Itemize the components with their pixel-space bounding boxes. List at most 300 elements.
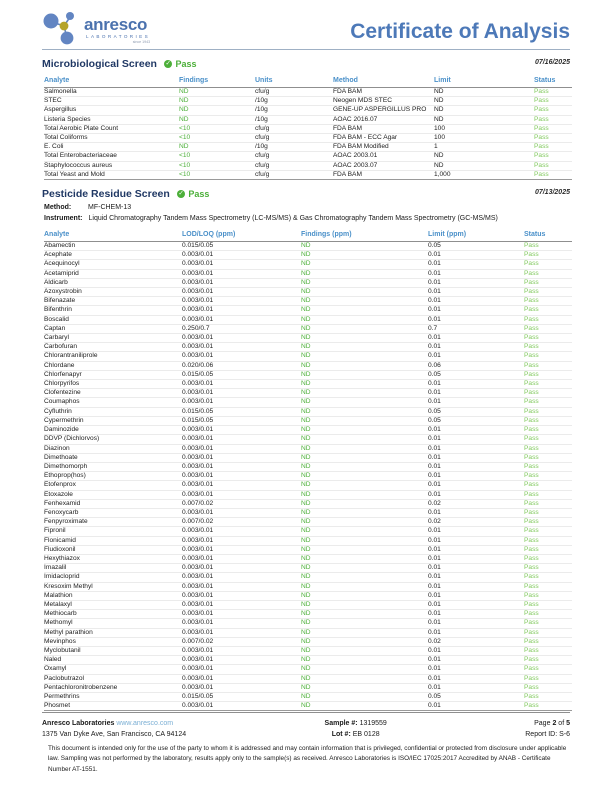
analyte-cell: Total Coliforms — [44, 134, 179, 143]
analyte-cell: Abamectin — [44, 242, 182, 251]
method-label: Method: — [44, 204, 72, 212]
table-row — [44, 637, 572, 646]
findings-cell: ND — [301, 490, 428, 499]
table-row — [44, 288, 572, 297]
analyte-cell: Diazinon — [44, 444, 182, 453]
findings-cell: ND — [301, 683, 428, 692]
lod-loq-cell: 0.003/0.01 — [182, 426, 301, 435]
table-row — [44, 161, 572, 170]
analyte-cell: Mevinphos — [44, 637, 182, 646]
limit-cell: 0.01 — [428, 288, 524, 297]
analyte-cell: Fludioxonil — [44, 545, 182, 554]
analyte-cell: STEC — [44, 97, 179, 106]
analyte-cell: Acetamiprid — [44, 269, 182, 278]
table-row — [44, 88, 572, 97]
findings-cell: ND — [301, 389, 428, 398]
status-cell: Pass — [524, 683, 572, 692]
analyte-cell: Pentachloronitrobenzene — [44, 683, 182, 692]
findings-cell: ND — [301, 536, 428, 545]
method-line — [44, 204, 570, 211]
method-cell: Neogen MDS STEC — [333, 97, 434, 106]
lod-loq-cell: 0.250/0.7 — [182, 324, 301, 333]
analyte-cell: Cypermethrin — [44, 416, 182, 425]
lod-loq-cell: 0.003/0.01 — [182, 702, 301, 711]
lod-loq-cell: 0.003/0.01 — [182, 472, 301, 481]
findings-cell: ND — [301, 334, 428, 343]
col-limit: Limit — [434, 75, 534, 88]
status-cell: Pass — [524, 656, 572, 665]
lod-loq-cell: 0.003/0.01 — [182, 582, 301, 591]
status-cell: Pass — [524, 619, 572, 628]
lod-loq-cell: 0.015/0.05 — [182, 416, 301, 425]
pesticide-section — [42, 188, 570, 711]
findings-cell: ND — [301, 407, 428, 416]
analyte-cell: Aldicarb — [44, 278, 182, 287]
lod-loq-cell: 0.003/0.01 — [182, 610, 301, 619]
analyte-cell: Chlordane — [44, 361, 182, 370]
table-body — [44, 242, 572, 711]
pass-label: Pass — [175, 59, 197, 69]
company-address: 1375 Van Dyke Ave, San Francisco, CA 94124 — [42, 730, 187, 738]
table-row — [44, 472, 572, 481]
table-row — [44, 242, 572, 251]
lod-loq-cell: 0.003/0.01 — [182, 545, 301, 554]
lot-label: Lot #: — [331, 730, 351, 738]
pass-label: Pass — [188, 189, 210, 200]
limit-cell: 0.01 — [428, 435, 524, 444]
lod-loq-cell: 0.015/0.05 — [182, 692, 301, 701]
table-body — [44, 88, 572, 180]
analyte-cell: Bifenazate — [44, 297, 182, 306]
lod-loq-cell: 0.015/0.05 — [182, 370, 301, 379]
lod-loq-cell: 0.003/0.01 — [182, 260, 301, 269]
analyte-cell: Imazalil — [44, 564, 182, 573]
limit-cell: 0.02 — [428, 637, 524, 646]
findings-cell: ND — [301, 702, 428, 711]
status-cell: Pass — [524, 361, 572, 370]
lod-loq-cell: 0.003/0.01 — [182, 656, 301, 665]
findings-cell: ND — [301, 297, 428, 306]
findings-cell: ND — [301, 637, 428, 646]
lod-loq-cell: 0.003/0.01 — [182, 453, 301, 462]
findings-cell: ND — [301, 481, 428, 490]
findings-cell: ND — [301, 499, 428, 508]
analyte-cell: Fenhexamid — [44, 499, 182, 508]
limit-cell: 0.01 — [428, 269, 524, 278]
analyte-cell: Azoxystrobin — [44, 288, 182, 297]
limit-cell: 1 — [434, 143, 534, 152]
lod-loq-cell: 0.003/0.01 — [182, 674, 301, 683]
table-row — [44, 582, 572, 591]
limit-cell: 0.01 — [428, 453, 524, 462]
findings-cell: <10 — [179, 134, 255, 143]
limit-cell: 0.01 — [428, 508, 524, 517]
lod-loq-cell: 0.003/0.01 — [182, 646, 301, 655]
limit-cell: 0.01 — [428, 573, 524, 582]
analyte-cell: Methiocarb — [44, 610, 182, 619]
table-row — [44, 324, 572, 333]
limit-cell: 0.06 — [428, 361, 524, 370]
anresco-logo — [42, 10, 150, 46]
findings-cell: ND — [301, 462, 428, 471]
lod-loq-cell: 0.003/0.01 — [182, 564, 301, 573]
analyte-cell: Methomyl — [44, 619, 182, 628]
analyte-cell: Oxamyl — [44, 665, 182, 674]
col-status: Status — [524, 229, 572, 242]
sample-value: 1319559 — [359, 720, 387, 727]
pesticide-table — [44, 229, 572, 711]
analyte-cell: Chlorantraniliprole — [44, 352, 182, 361]
col-units: Units — [255, 75, 333, 88]
analyte-cell: Total Aerobic Plate Count — [44, 124, 179, 133]
status-cell: Pass — [524, 288, 572, 297]
status-cell: Pass — [534, 88, 572, 97]
method-cell: GENE-UP ASPERGILLUS PRO — [333, 106, 434, 115]
findings-cell: ND — [301, 444, 428, 453]
limit-cell: 0.01 — [428, 426, 524, 435]
status-cell: Pass — [534, 124, 572, 133]
analyte-cell: Chlorfenapyr — [44, 370, 182, 379]
status-cell: Pass — [524, 573, 572, 582]
limit-cell: 0.01 — [428, 490, 524, 499]
analyte-cell: Acephate — [44, 251, 182, 260]
limit-cell: 0.01 — [428, 306, 524, 315]
lod-loq-cell: 0.003/0.01 — [182, 288, 301, 297]
status-cell: Pass — [524, 518, 572, 527]
limit-cell: 0.01 — [428, 472, 524, 481]
findings-cell: ND — [301, 665, 428, 674]
status-cell: Pass — [524, 472, 572, 481]
page-number: 2 — [552, 720, 557, 727]
analyte-cell: E. Coli — [44, 143, 179, 152]
findings-cell: ND — [301, 582, 428, 591]
findings-cell: ND — [179, 88, 255, 97]
table-row — [44, 499, 572, 508]
limit-cell: 100 — [434, 124, 534, 133]
page-total: 5 — [566, 720, 570, 727]
findings-cell: ND — [301, 278, 428, 287]
status-cell: Pass — [524, 269, 572, 278]
findings-cell: ND — [301, 426, 428, 435]
lod-loq-cell: 0.003/0.01 — [182, 269, 301, 278]
col-analyte: Analyte — [44, 229, 182, 242]
table-row — [44, 407, 572, 416]
findings-cell: ND — [301, 370, 428, 379]
col-lod-loq: LOD/LOQ (ppm) — [182, 229, 301, 242]
status-cell: Pass — [524, 545, 572, 554]
table-row — [44, 518, 572, 527]
limit-cell: 0.01 — [428, 380, 524, 389]
footer-page-block — [525, 719, 570, 741]
status-cell: Pass — [524, 582, 572, 591]
footer-sample-block — [325, 719, 387, 741]
limit-cell: 0.01 — [428, 260, 524, 269]
analyte-cell: DDVP (Dichlorvos) — [44, 435, 182, 444]
limit-cell: 0.01 — [428, 674, 524, 683]
table-row — [44, 398, 572, 407]
lod-loq-cell: 0.003/0.01 — [182, 398, 301, 407]
lod-loq-cell: 0.003/0.01 — [182, 665, 301, 674]
analyte-cell: Aspergillus — [44, 106, 179, 115]
microbiological-section-header — [42, 58, 570, 70]
limit-cell: 0.05 — [428, 416, 524, 425]
analyte-cell: Salmonella — [44, 88, 179, 97]
lod-loq-cell: 0.020/0.06 — [182, 361, 301, 370]
website-link[interactable]: www.anresco.com — [116, 720, 174, 727]
lod-loq-cell: 0.003/0.01 — [182, 315, 301, 324]
status-cell: Pass — [524, 508, 572, 517]
method-cell: FDA BAM - ECC Agar — [333, 134, 434, 143]
table-row — [44, 490, 572, 499]
limit-cell: 0.01 — [428, 545, 524, 554]
of-word: of — [558, 720, 565, 727]
lod-loq-cell: 0.003/0.01 — [182, 554, 301, 563]
analyte-cell: Ethoprop(hos) — [44, 472, 182, 481]
status-cell: Pass — [524, 692, 572, 701]
lod-loq-cell: 0.003/0.01 — [182, 527, 301, 536]
col-method: Method — [333, 75, 434, 88]
limit-cell: 0.01 — [428, 444, 524, 453]
table-row — [44, 278, 572, 287]
footer-divider — [42, 712, 570, 713]
microbiological-table — [44, 75, 572, 180]
findings-cell: ND — [301, 591, 428, 600]
table-row — [44, 380, 572, 389]
analyte-cell: Dimethomorph — [44, 462, 182, 471]
limit-cell: 0.05 — [428, 692, 524, 701]
col-findings: Findings — [179, 75, 255, 88]
analyte-cell: Listeria Species — [44, 115, 179, 124]
findings-cell: <10 — [179, 170, 255, 179]
instrument-label: Instrument: — [44, 215, 83, 223]
limit-cell: 0.01 — [428, 334, 524, 343]
limit-cell: 0.01 — [428, 600, 524, 609]
lod-loq-cell: 0.007/0.02 — [182, 499, 301, 508]
analyte-cell: Fipronil — [44, 527, 182, 536]
findings-cell: ND — [301, 324, 428, 333]
limit-cell: ND — [434, 88, 534, 97]
analyte-cell: Naled — [44, 656, 182, 665]
limit-cell: ND — [434, 97, 534, 106]
limit-cell: ND — [434, 115, 534, 124]
lot-value: EB 0128 — [352, 730, 380, 738]
lod-loq-cell: 0.003/0.01 — [182, 334, 301, 343]
method-cell: FDA BAM — [333, 124, 434, 133]
findings-cell: ND — [301, 352, 428, 361]
limit-cell: 0.01 — [428, 297, 524, 306]
analyte-cell: Captan — [44, 324, 182, 333]
findings-cell: ND — [301, 573, 428, 582]
table-row — [44, 106, 572, 115]
table-row — [44, 143, 572, 152]
status-cell: Pass — [524, 674, 572, 683]
lod-loq-cell: 0.003/0.01 — [182, 389, 301, 398]
findings-cell: ND — [301, 453, 428, 462]
status-cell: Pass — [524, 628, 572, 637]
limit-cell: 0.01 — [428, 398, 524, 407]
table-row — [44, 527, 572, 536]
findings-cell: ND — [179, 106, 255, 115]
status-cell: Pass — [524, 324, 572, 333]
lod-loq-cell: 0.003/0.01 — [182, 508, 301, 517]
limit-cell: 0.01 — [428, 582, 524, 591]
limit-cell: 0.01 — [428, 619, 524, 628]
limit-cell: 1,000 — [434, 170, 534, 179]
lod-loq-cell: 0.015/0.05 — [182, 242, 301, 251]
page-title: Certificate of Analysis — [350, 20, 570, 43]
status-cell: Pass — [524, 499, 572, 508]
limit-cell: 0.01 — [428, 462, 524, 471]
table-head — [44, 229, 572, 242]
findings-cell: ND — [301, 288, 428, 297]
lod-loq-cell: 0.003/0.01 — [182, 591, 301, 600]
limit-cell: 0.01 — [428, 665, 524, 674]
status-cell: Pass — [524, 444, 572, 453]
table-row — [44, 591, 572, 600]
findings-cell: ND — [301, 343, 428, 352]
analyte-cell: Etoxazole — [44, 490, 182, 499]
status-cell: Pass — [524, 591, 572, 600]
status-cell: Pass — [534, 97, 572, 106]
sample-label: Sample #: — [324, 720, 358, 727]
method-cell: FDA BAM Modified — [333, 143, 434, 152]
lod-loq-cell: 0.003/0.01 — [182, 481, 301, 490]
findings-cell: ND — [301, 610, 428, 619]
pass-badge — [177, 189, 210, 199]
findings-cell: ND — [301, 692, 428, 701]
method-cell: FDA BAM — [333, 88, 434, 97]
limit-cell: 0.01 — [428, 352, 524, 361]
microbiological-section — [42, 58, 570, 180]
status-cell: Pass — [524, 435, 572, 444]
limit-cell: 0.01 — [428, 646, 524, 655]
table-row — [44, 152, 572, 161]
table-row — [44, 674, 572, 683]
table-row — [44, 554, 572, 563]
analyte-cell: Hexythiazox — [44, 554, 182, 563]
lod-loq-cell: 0.003/0.01 — [182, 435, 301, 444]
findings-cell: ND — [179, 115, 255, 124]
status-cell: Pass — [524, 389, 572, 398]
logo-text — [84, 10, 150, 44]
limit-cell: 0.01 — [428, 527, 524, 536]
status-cell: Pass — [524, 260, 572, 269]
analyte-cell: Staphylococcus aureus — [44, 161, 179, 170]
table-row — [44, 610, 572, 619]
limit-cell: 0.05 — [428, 370, 524, 379]
lod-loq-cell: 0.003/0.01 — [182, 380, 301, 389]
table-row — [44, 251, 572, 260]
status-cell: Pass — [524, 251, 572, 260]
table-row — [44, 444, 572, 453]
status-cell: Pass — [524, 343, 572, 352]
findings-cell: ND — [301, 564, 428, 573]
col-findings: Findings (ppm) — [301, 229, 428, 242]
findings-cell: ND — [301, 628, 428, 637]
analyte-cell: Clofentezine — [44, 389, 182, 398]
table-row — [44, 656, 572, 665]
limit-cell: 0.02 — [428, 499, 524, 508]
status-cell: Pass — [534, 143, 572, 152]
units-cell: cfu/g — [255, 161, 333, 170]
status-cell: Pass — [534, 170, 572, 179]
limit-cell: ND — [434, 106, 534, 115]
section-title: Microbiological Screen — [42, 58, 157, 70]
lod-loq-cell: 0.003/0.01 — [182, 278, 301, 287]
status-cell: Pass — [534, 134, 572, 143]
findings-cell: ND — [301, 306, 428, 315]
table-row — [44, 536, 572, 545]
lod-loq-cell: 0.003/0.01 — [182, 462, 301, 471]
analyte-cell: Kresoxim Methyl — [44, 582, 182, 591]
findings-cell: ND — [301, 554, 428, 563]
table-row — [44, 481, 572, 490]
status-cell: Pass — [524, 453, 572, 462]
findings-cell: <10 — [179, 124, 255, 133]
status-cell: Pass — [524, 416, 572, 425]
findings-cell: ND — [301, 600, 428, 609]
units-cell: cfu/g — [255, 88, 333, 97]
status-cell: Pass — [524, 426, 572, 435]
analyte-cell: Etofenprox — [44, 481, 182, 490]
section-date: 07/16/2025 — [534, 59, 570, 66]
status-cell: Pass — [524, 278, 572, 287]
table-row — [44, 435, 572, 444]
findings-cell: ND — [301, 472, 428, 481]
lod-loq-cell: 0.015/0.05 — [182, 407, 301, 416]
method-cell: AOAC 2003.07 — [333, 161, 434, 170]
status-cell: Pass — [524, 554, 572, 563]
report-id: Report ID: S-6 — [525, 730, 570, 738]
analyte-cell: Coumaphos — [44, 398, 182, 407]
status-cell: Pass — [524, 398, 572, 407]
pass-badge — [164, 59, 197, 69]
findings-cell: <10 — [179, 152, 255, 161]
status-cell: Pass — [524, 564, 572, 573]
table-row — [44, 426, 572, 435]
findings-cell: <10 — [179, 161, 255, 170]
findings-cell: ND — [301, 518, 428, 527]
analyte-cell: Chlorpyrifos — [44, 380, 182, 389]
table-row — [44, 573, 572, 582]
lod-loq-cell: 0.003/0.01 — [182, 600, 301, 609]
findings-cell: ND — [301, 619, 428, 628]
findings-cell: ND — [301, 656, 428, 665]
method-cell: FDA BAM — [333, 170, 434, 179]
table-row — [44, 545, 572, 554]
analyte-cell: Daminozide — [44, 426, 182, 435]
limit-cell: 0.01 — [428, 343, 524, 352]
limit-cell: 100 — [434, 134, 534, 143]
lod-loq-cell: 0.003/0.01 — [182, 251, 301, 260]
analyte-cell: Fenoxycarb — [44, 508, 182, 517]
findings-cell: ND — [301, 508, 428, 517]
findings-cell: ND — [179, 97, 255, 106]
analyte-cell: Total Yeast and Mold — [44, 170, 179, 179]
table-row — [44, 97, 572, 106]
limit-cell: 0.01 — [428, 702, 524, 711]
method-value: MF-CHEM-13 — [88, 204, 132, 212]
section-date: 07/13/2025 — [534, 189, 570, 197]
findings-cell: ND — [179, 143, 255, 152]
status-cell: Pass — [524, 380, 572, 389]
table-row — [44, 646, 572, 655]
lod-loq-cell: 0.007/0.02 — [182, 518, 301, 527]
status-cell: Pass — [524, 334, 572, 343]
limit-cell: 0.01 — [428, 554, 524, 563]
findings-cell: ND — [301, 545, 428, 554]
analyte-cell: Methyl parathion — [44, 628, 182, 637]
